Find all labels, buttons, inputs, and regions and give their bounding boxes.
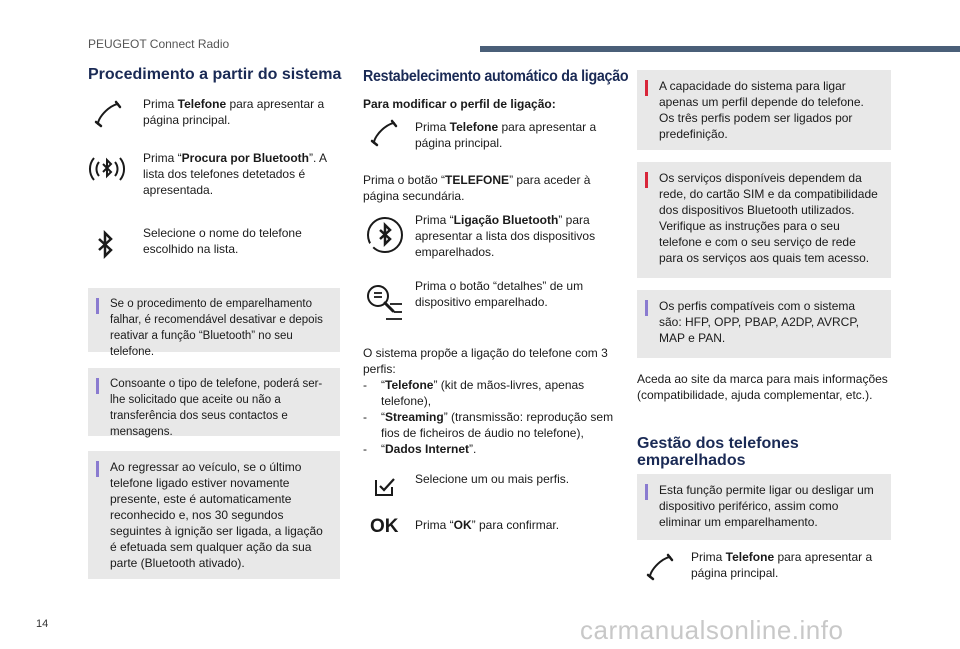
info-note: Os perfis compatíveis com o sistema são: HFP, OPP, PBAP, A2DP, AVRCP, MAP e PAN.: [637, 290, 891, 358]
checkbox-icon: [374, 477, 396, 497]
dash-marker: -: [363, 442, 367, 456]
bluetooth-icon: [96, 230, 116, 260]
phone-handset-icon: [94, 100, 122, 128]
info-note: Consoante o tipo de telefone, poderá ser-lhe solicitado que aceite ou não a transferência dos seus contactos e mensagens.: [88, 368, 340, 436]
section-title-paired-phones: Gestão dos telefones emparelhados: [637, 435, 799, 469]
info-marker: [645, 484, 648, 500]
info-note: Esta função permite ligar ou desligar um dispositivo periférico, assim como eliminar um emparelhamento.: [637, 474, 891, 540]
details-icon: [364, 282, 406, 322]
profile-item: “Dados Internet”.: [381, 442, 477, 456]
header-bar: [480, 46, 960, 52]
info-note: Se o procedimento de emparelhamento falhar, é recomendável desativar e depois reativar a função “Bluetooth” no seu telefone.: [88, 288, 340, 352]
subtitle: Para modificar o perfil de ligação:: [363, 97, 556, 111]
step-text: Selecione o nome do telefone escolhido na lista.: [143, 226, 302, 256]
step-text: Prima Telefone para apresentar a página principal.: [415, 120, 597, 150]
step-text: Prima o botão “detalhes” de um dispositivo emparelhado.: [415, 279, 584, 309]
dash-marker: -: [363, 410, 367, 424]
step-text: Selecione um ou mais perfis.: [415, 472, 570, 486]
step-text: Prima “OK” para confirmar.: [415, 518, 560, 532]
info-marker: [96, 461, 99, 477]
paragraph: Aceda ao site da marca para mais informações (compatibilidade, ajuda complementar, etc.).: [637, 372, 888, 402]
section-title-auto-reconnect: Restabelecimento automático da ligação: [363, 68, 629, 85]
warning-note: A capacidade do sistema para ligar apenas um perfil depende do telefone. Os três perfis podem ser ligados por predefinição.: [637, 70, 891, 150]
page-number: 14: [36, 618, 49, 630]
profile-item: “Telefone” (kit de mãos-livres, apenas telefone),: [381, 378, 585, 408]
warning-marker: [645, 80, 648, 96]
info-marker: [96, 298, 99, 314]
warning-note: Os serviços disponíveis dependem da rede, do cartão SIM e da compatibilidade dos dispositivos Bluetooth utilizados. Verifique as instruções para o seu telefone e com o seu serviço de rede para os serviços aos quais tem acesso.: [637, 162, 891, 278]
warning-marker: [645, 172, 648, 188]
bluetooth-search-icon: [88, 150, 126, 188]
dash-marker: -: [363, 378, 367, 392]
info-marker: [96, 378, 99, 394]
watermark: carmanualsonline.info: [580, 615, 844, 645]
step-text: Prima “Ligação Bluetooth” para apresentar a lista dos dispositivos emparelhados.: [415, 213, 596, 259]
phone-handset-icon: [370, 119, 398, 147]
step-text: Prima Telefone para apresentar a página principal.: [691, 550, 873, 580]
paragraph: O sistema propõe a ligação do telefone com 3 perfis:: [363, 346, 608, 376]
ok-icon: OK: [370, 516, 399, 537]
profile-item: “Streaming” (transmissão: reprodução sem fios de ficheiros de áudio no telefone),: [381, 410, 614, 440]
step-text: Prima Telefone para apresentar a página principal.: [143, 97, 325, 127]
phone-handset-icon: [646, 553, 674, 581]
step-text: Prima “Procura por Bluetooth”. A lista dos telefones detetados é apresentada.: [143, 151, 327, 197]
paragraph: Prima o botão “TELEFONE” para aceder à página secundária.: [363, 173, 591, 203]
header-title: PEUGEOT Connect Radio: [88, 37, 230, 51]
info-marker: [645, 300, 648, 316]
info-note: Ao regressar ao veículo, se o último telefone ligado estiver novamente presente, este é automaticamente reconhecido e, nos 30 segundos seguintes à ignição ser ligada, a ligação é efetuada sem qualquer ação da sua parte (Bluetooth ativado).: [88, 451, 340, 579]
section-title-system: Procedimento a partir do sistema: [88, 66, 342, 83]
bluetooth-connect-icon: [365, 215, 405, 255]
